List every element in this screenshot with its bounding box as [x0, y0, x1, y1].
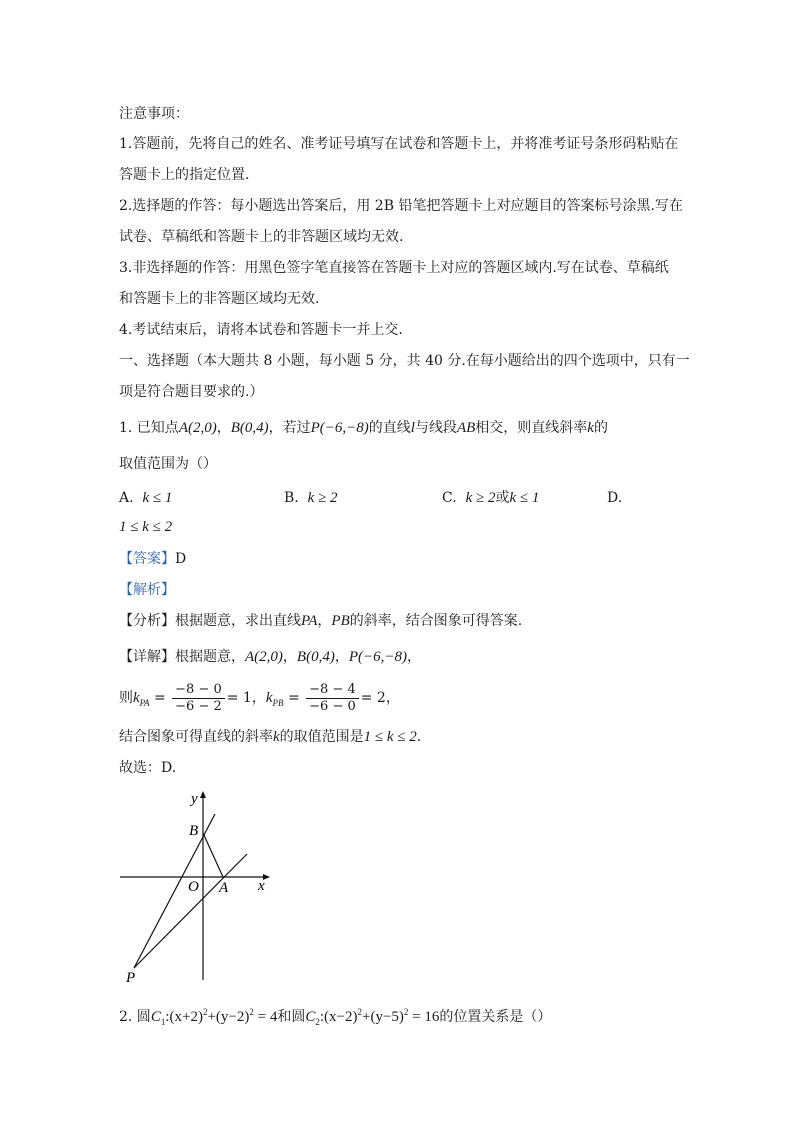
q1-text-1: 的直线 — [368, 420, 411, 436]
eq-2: = — [287, 690, 300, 706]
section-heading-line-1: 一、选择题（本大题共 8 小题，每小题 5 分，共 40 分.在每小题给出的四个选项中，只有一 — [119, 353, 690, 369]
fenxi-text-1: 根据题意，求出直线 — [175, 613, 301, 629]
calc-prefix: 则 — [119, 690, 133, 706]
q1-prefix: 1. 已知点 — [119, 420, 179, 436]
fraction-pa: $\frac{-8 - 0}{-6 - 2}$ — [172, 682, 225, 715]
xiangjie-p: P(−6,−8) — [348, 649, 407, 665]
k-pb-value: = 2 — [360, 690, 386, 706]
label-p: P — [126, 970, 136, 986]
point-p: P(−6,−8) — [310, 420, 369, 436]
fenxi-tag: 【分析】 — [119, 613, 175, 629]
fenxi-line — [119, 611, 522, 631]
point-a: A(2,0) — [178, 420, 217, 436]
option-d-label: D. — [607, 490, 623, 506]
option-b-label: B. — [284, 490, 299, 506]
line-pa: PA — [301, 613, 318, 629]
choose-line: 故选：D. — [119, 760, 177, 776]
slope-calculation — [119, 680, 400, 721]
option-d-text: 1 ≤ k ≤ 2 — [119, 519, 173, 535]
q1-options — [119, 488, 622, 508]
option-a — [119, 488, 284, 508]
option-a-text: k ≤ 1 — [142, 490, 173, 506]
fenxi-comma: ， — [317, 613, 332, 629]
slope-k: k — [587, 420, 594, 436]
q1-text-3: 相交，则直线斜率 — [475, 420, 588, 436]
conclusion-a: 结合图象可得直线的斜率 — [119, 729, 273, 745]
xiangjie-b: B(0,4) — [296, 649, 335, 665]
calc-sep: ， — [251, 690, 266, 706]
xiangjie-text: 根据题意， — [175, 649, 245, 665]
conclusion-range: 1 ≤ k ≤ 2 — [363, 729, 417, 745]
y-axis-arrow — [200, 791, 206, 798]
xiangjie-a: A(2,0) — [245, 649, 283, 665]
option-c — [442, 488, 607, 508]
answer-value: D — [175, 551, 187, 567]
line-pb: PB — [331, 613, 350, 629]
xiangjie-tag: 【详解】 — [119, 649, 175, 665]
k-pa-value: = 1 — [226, 690, 252, 706]
coordinate-figure — [118, 788, 278, 988]
notice-item-3-line-1: 3.非选择题的作答：用黑色签字笔直接答在答题卡上对应的答题区域内.写在试卷、草稿纸 — [119, 260, 669, 276]
label-b: B — [189, 823, 199, 839]
xiangjie-line — [119, 647, 421, 667]
q2-and: 和圆 — [277, 1009, 306, 1025]
fraction-pb: $\frac{-8 - 4}{-6 - 0}$ — [306, 682, 359, 715]
circle-c2: $C_2:(x-2)^2+(y-5)^2 = 16$ — [305, 1007, 440, 1027]
label-a: A — [219, 880, 229, 896]
q2-prefix: 2. 圆 — [119, 1009, 151, 1025]
answer-tag: 【答案】 — [119, 551, 175, 567]
conclusion-end: . — [416, 729, 422, 745]
xiangjie-sep-2: ， — [334, 649, 349, 665]
question-1-stem-line-2: 取值范围为（） — [119, 456, 217, 472]
label-o: O — [188, 879, 199, 895]
conclusion-k: k — [273, 729, 280, 745]
xiangjie-end: ， — [406, 649, 421, 665]
section-heading-line-2: 项是符合题目要求的.） — [119, 384, 264, 400]
option-b — [284, 488, 442, 508]
circle-c1: $C_1:(x+2)^2+(y-2)^2 = 4$ — [150, 1007, 278, 1027]
notice-item-2-line-2: 试卷、草稿纸和答题卡上的非答题区域均无效. — [119, 229, 404, 245]
option-a-label: A. — [119, 490, 134, 506]
question-1-stem — [119, 418, 608, 438]
analysis-tag: 【解析】 — [119, 582, 175, 598]
q1-mid: ，若过 — [268, 420, 311, 436]
notice-item-2-line-1: 2.选择题的作答：每小题选出答案后，用 2B 铅笔把答题卡上对应题目的答案标号涂黑.写在 — [119, 198, 683, 214]
segment-ab-line — [203, 833, 223, 877]
option-c-text-b: k ≤ 1 — [509, 490, 540, 506]
q1-text-2: 与线段 — [414, 420, 457, 436]
line-l: l — [410, 420, 415, 436]
notice-item-4: 4.考试结束后，请将本试卷和答题卡一并上交. — [119, 322, 403, 338]
line-pa-extended — [134, 854, 247, 968]
option-c-or: 或 — [495, 490, 510, 506]
fenxi-text-2: 的斜率，结合图象可得答案. — [349, 613, 523, 629]
conclusion-line — [119, 727, 421, 747]
point-b: B(0,4) — [230, 420, 269, 436]
notice-item-1-line-2: 答题卡上的指定位置. — [119, 167, 250, 183]
conclusion-b: 的取值范围是 — [279, 729, 364, 745]
label-x: x — [258, 878, 265, 894]
notice-item-1-line-1: 1.答题前，先将自己的姓名、准考证号填写在试卷和答题卡上，并将准考证号条形码粘贴在 — [119, 136, 679, 152]
option-c-label: C. — [442, 490, 457, 506]
q1-sep: ， — [216, 420, 231, 436]
label-y: y — [191, 791, 198, 807]
eq-1: = — [153, 690, 166, 706]
q2-suffix: 的位置关系是（） — [439, 1009, 552, 1025]
answer-line — [119, 549, 186, 569]
option-c-text-a: k ≥ 2 — [465, 490, 496, 506]
q1-text-4: 的 — [593, 420, 608, 436]
xiangjie-sep-1: ， — [282, 649, 297, 665]
k-pb: $k_{PB}$ — [265, 690, 284, 708]
calc-end: ， — [385, 690, 400, 706]
k-pa: $k_{PA}$ — [133, 690, 150, 708]
notice-title: 注意事项： — [119, 106, 189, 122]
option-b-text: k ≥ 2 — [307, 490, 338, 506]
question-2 — [119, 1002, 551, 1032]
notice-item-3-line-2: 和答题卡上的非答题区域均无效. — [119, 291, 320, 307]
segment-ab: AB — [456, 420, 476, 436]
